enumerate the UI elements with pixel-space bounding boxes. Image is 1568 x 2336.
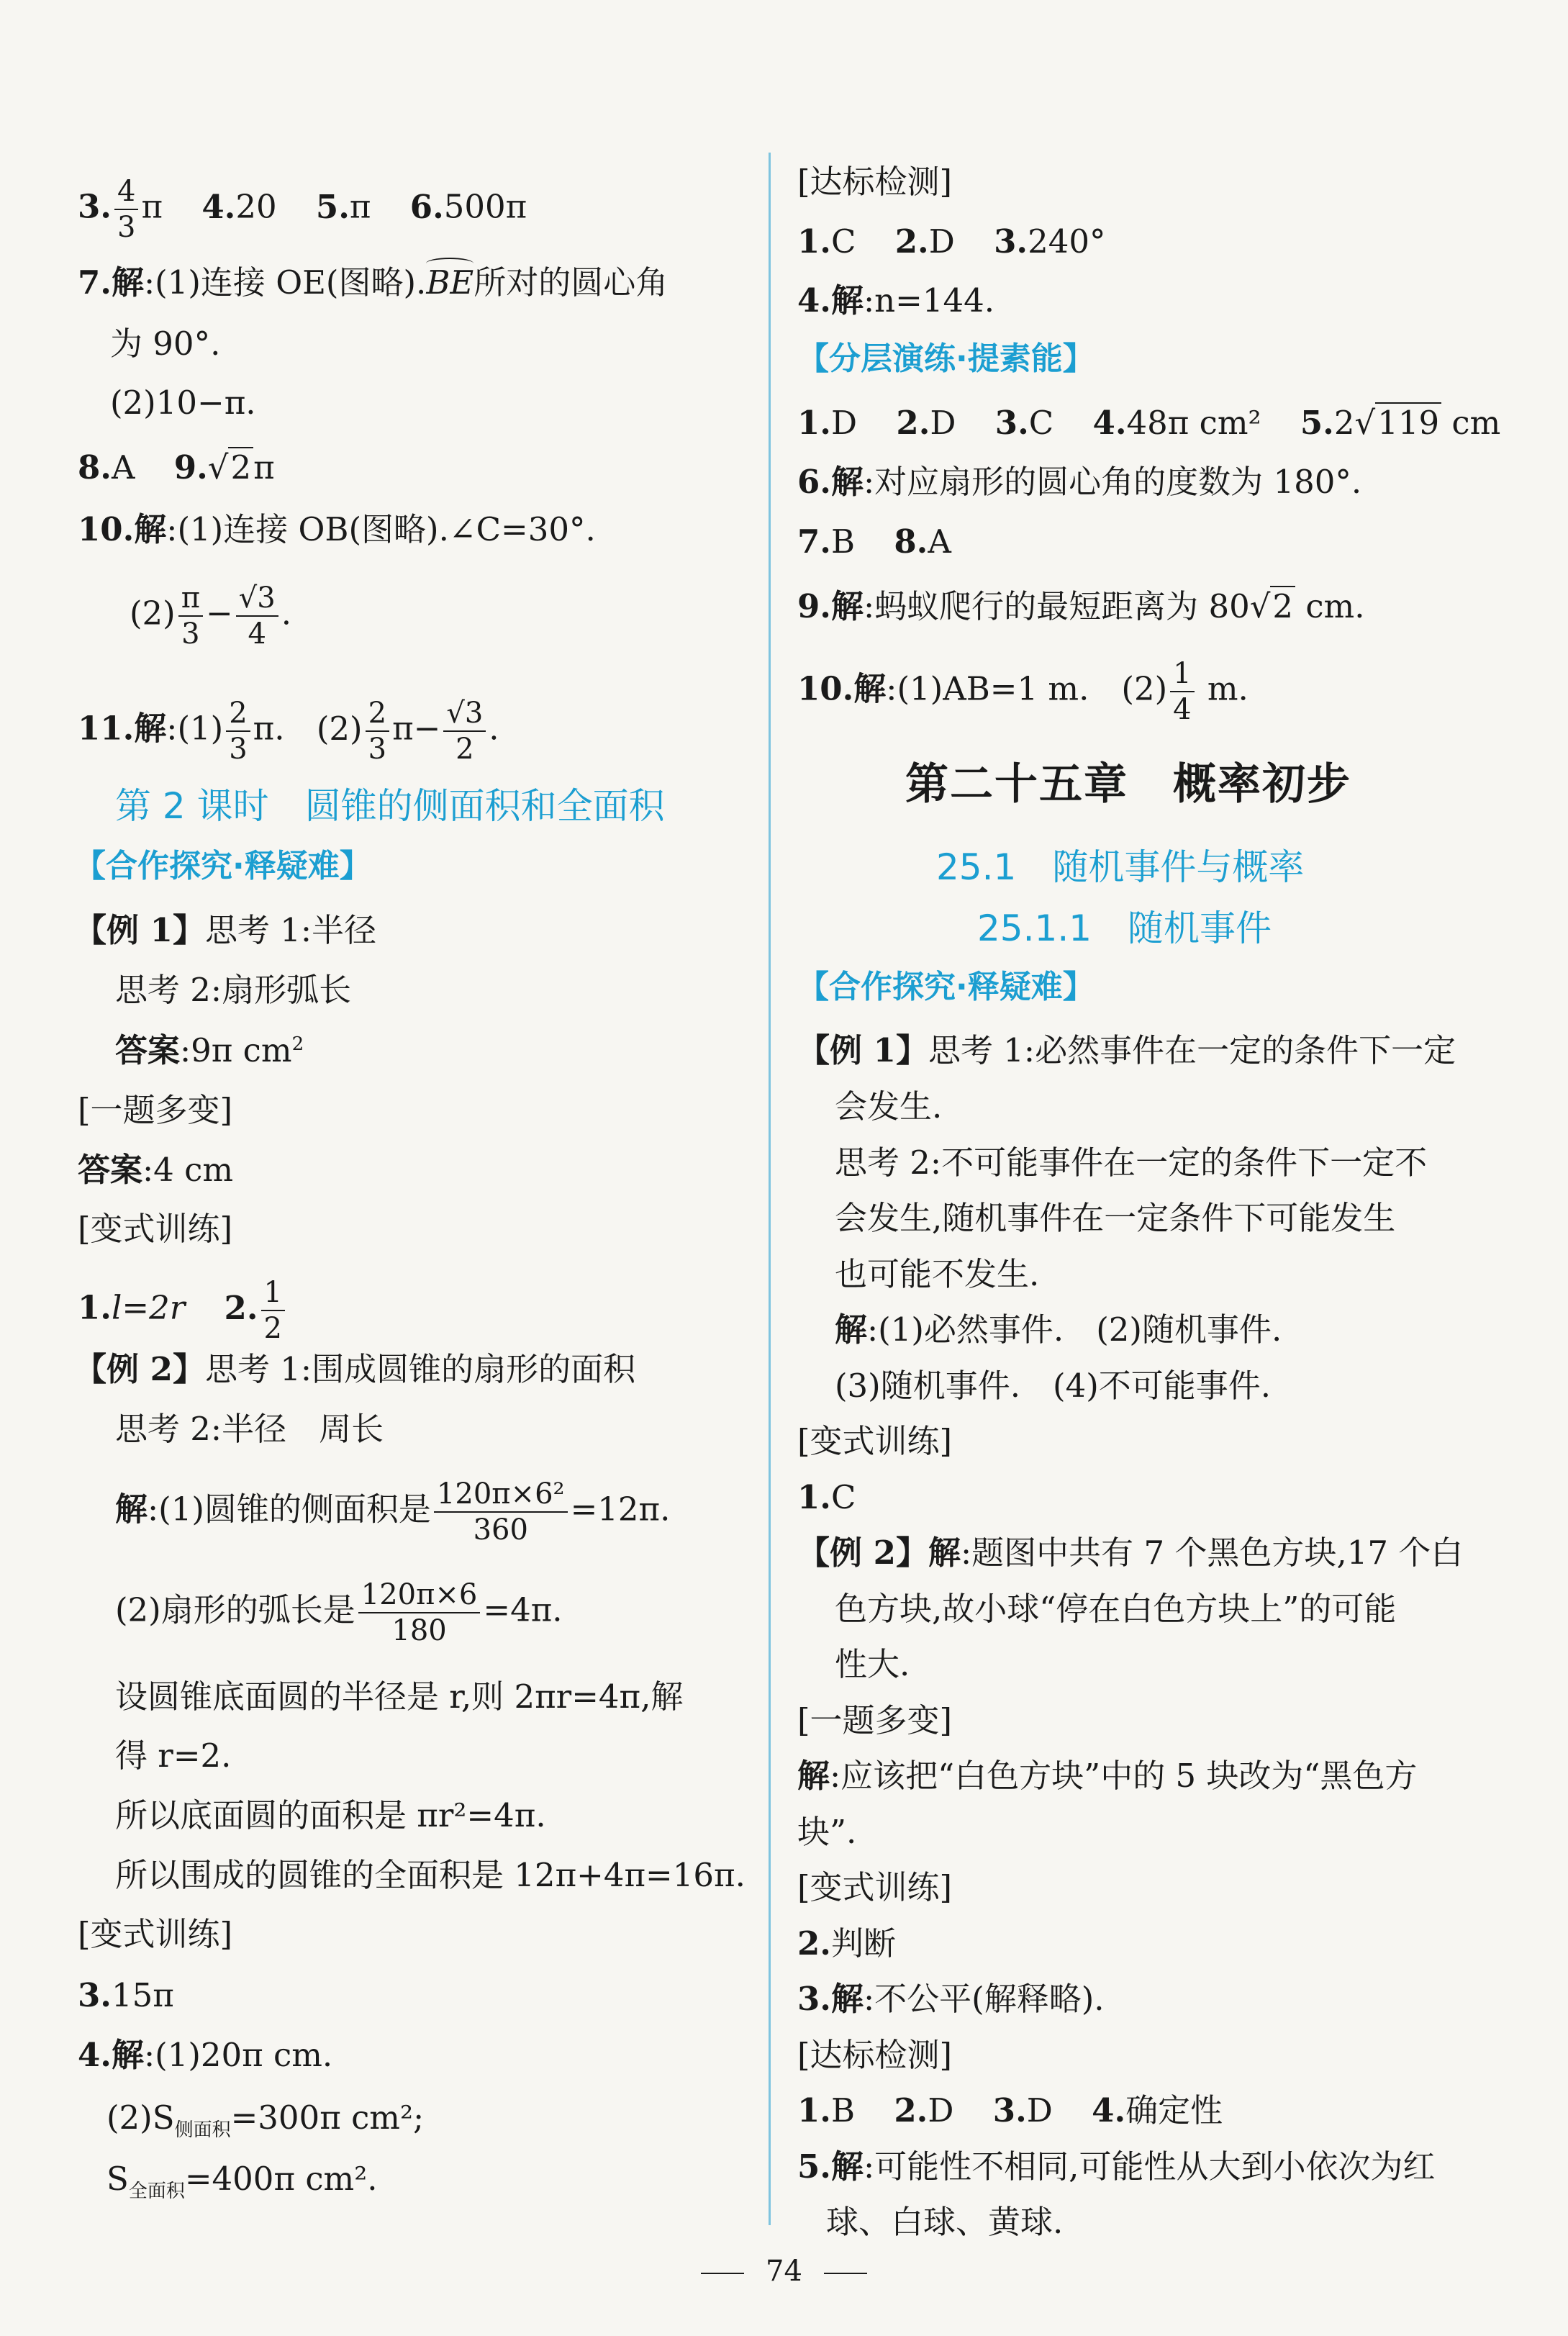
text-line: 思考 2:扇形弧长 [115, 971, 352, 1009]
bracket-heading: [达标检测] [797, 163, 953, 201]
answer-line: 1.C [797, 1478, 856, 1516]
text-line: 会发生,随机事件在一定条件下可能发生 [835, 1199, 1396, 1237]
example-2-line: 【例 2】思考 1:围成圆锥的扇形的面积 [74, 1350, 636, 1388]
section-tag: 【合作探究·释疑难】 [74, 848, 371, 884]
text-line: 所以底面圆的面积是 πr²=4π. [115, 1796, 546, 1834]
example-1-line: 【例 1】思考 1:必然事件在一定的条件下一定 [797, 1031, 1456, 1069]
answer-line: 4.解:n=144. [797, 281, 995, 320]
page-number: 74 [0, 2255, 1568, 2288]
text-line: 球、白球、黄球. [826, 2203, 1064, 2241]
answer-line: 答案:9π $cm^2$ [115, 1031, 304, 1069]
answer-line: 1.D 2.D 3.C 4.48π cm² 5.2√119 cm [797, 404, 1501, 442]
answer-line: 7.B 8.A [797, 522, 951, 561]
section-heading: 25.1 随机事件与概率 [936, 846, 1305, 888]
text-line: 也可能不发生. [835, 1255, 1040, 1293]
bracket-heading: [变式训练] [797, 1868, 953, 1906]
text-line: (3)随机事件. (4)不可能事件. [835, 1367, 1272, 1405]
example-2-line: 【例 2】解:题图中共有 7 个黑色方块,17 个白 [797, 1534, 1464, 1572]
answer-line: 3.解:不公平(解释略). [797, 1980, 1105, 2018]
answer-line: 1.B 2.D 3.D 4.确定性 [797, 2091, 1223, 2129]
answer-line-10: 10.解:(1)连接 OB(图略).∠C=30°. [78, 510, 596, 548]
q-num: 3. [78, 187, 112, 226]
text-line: 所以围成的圆锥的全面积是 12π+4π=16π. [115, 1856, 746, 1894]
answer-line: 5.解:可能性不相同,可能性从大到小依次为红 [797, 2147, 1436, 2186]
solution-line: 解:(1)圆锥的侧面积是 $\frac{\text{120π×6²}}{360}$ =12π. [115, 1477, 671, 1547]
text-line: (2)10−π. [110, 384, 256, 422]
fraction: $\frac{4}{3}$ [114, 176, 138, 243]
text-line: 会发生. [835, 1087, 943, 1126]
answer-line-10-2: (2) $\frac{\pi}{3}$ − $\frac{√3}{4}$ . [130, 581, 292, 651]
answer-line: 3.15π [78, 1976, 174, 2014]
bracket-heading: [变式训练] [78, 1915, 233, 1953]
answer-line-8-9: 8.A 9.√2π [78, 448, 275, 486]
column-divider [769, 153, 771, 2225]
answer-line-11: 11.解:(1) $\frac{2}{3}$ π. (2) $\frac{2}{3}$ π− $\frac{√3}{2}$ . [78, 697, 499, 766]
subsection-heading: 25.1.1 随机事件 [977, 907, 1272, 949]
answer-line: 1.C 2.D 3.240° [797, 222, 1106, 261]
text-line: 块”. [797, 1813, 857, 1851]
text-line: 设圆锥底面圆的半径是 r,则 2πr=4π,解 [115, 1678, 684, 1716]
answer-line: 2.判断 [797, 1924, 896, 1962]
answer-line: 6.解:对应扇形的圆心角的度数为 180°. [797, 463, 1362, 501]
solution-line: 解:应该把“白色方块”中的 5 块改为“黑色方 [797, 1757, 1418, 1795]
section-tag: 【合作探究·释疑难】 [797, 969, 1095, 1005]
text-line: 思考 2:半径 周长 [115, 1410, 384, 1448]
section-tag: 【分层演练·提素能】 [797, 340, 1095, 377]
example-1-line: 【例 1】思考 1:半径 [74, 911, 377, 949]
answer-line: 10.解:(1)AB=1 m. (2) $\frac{1}{4}$ m. [797, 657, 1248, 726]
answer-line-vt: 1.l=2r 2. $\frac{1}{2}$ [78, 1277, 288, 1344]
bracket-heading: [一题多变] [78, 1091, 233, 1129]
answer-line-3-6: 3. $\frac{4}{3}$ π 4.20 5.π 6.500π [78, 175, 527, 244]
answer-line: $S_{全面积}=400\pi$ cm². [107, 2160, 378, 2202]
bracket-heading: [变式训练] [78, 1210, 233, 1248]
text-line: 性大. [835, 1645, 910, 1683]
text-line: 色方块,故小球“停在白色方块上”的可能 [835, 1590, 1397, 1628]
text-line: 为 90°. [110, 325, 221, 363]
lesson-heading: 第 2 课时 圆锥的侧面积和全面积 [115, 785, 665, 827]
solution-line: (2)扇形的弧长是 $\frac{120\pi\times 6}{180}$ =4π. [115, 1578, 563, 1647]
bracket-heading: [达标检测] [797, 2036, 953, 2074]
arc-notation: BE [426, 263, 474, 302]
chapter-title: 第二十五章 概率初步 [905, 759, 1351, 810]
bracket-heading: [变式训练] [797, 1422, 953, 1460]
text-line: 思考 2:不可能事件在一定的条件下一定不 [835, 1144, 1428, 1182]
answer-line: 答案:4 cm [78, 1151, 233, 1189]
answer-line: $(2)S_{侧面积}=300\pi$ cm²; [107, 2099, 425, 2141]
solution-line: 解:(1)必然事件. (2)随机事件. [835, 1310, 1282, 1349]
answer-line: 4.解:(1)20π cm. [78, 2036, 333, 2074]
bracket-heading: [一题多变] [797, 1701, 953, 1739]
answer-line: 9.解:蚂蚁爬行的最短距离为 80√2 cm. [797, 587, 1365, 625]
answer-line-7: 7.解:(1)连接 OE(图略).BE所对的圆心角 [78, 263, 669, 302]
text-line: 得 r=2. [115, 1737, 232, 1775]
